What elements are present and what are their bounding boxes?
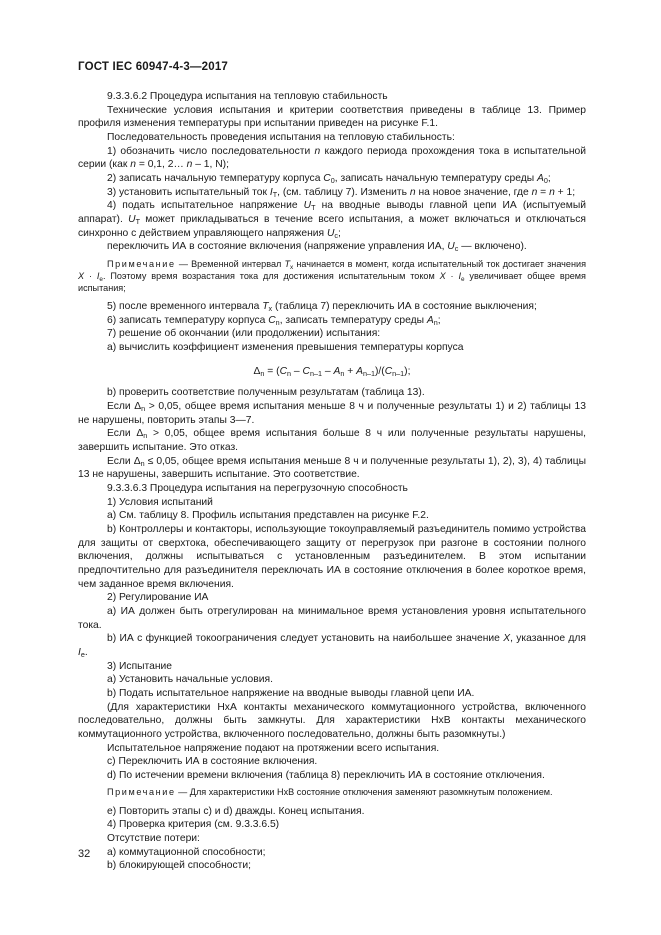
paragraph: (Для характеристики НхА контакты механического коммутационного устройства, включенного последовательно, должны быть замкнуты. Для характеристики НхВ контакты механического коммутационного устройства, включенного последовательно, должны быть разомкнуты.) bbox=[78, 701, 586, 740]
paragraph: Если $\Delta_n > 0,05$, общее время испытания меньше 8 ч и полученные результаты 1) и 2) таблицы 13 не нарушены, повторить этапы 3—7. bbox=[78, 401, 586, 426]
list-item: 7) решение об окончании (или продолжении) испытания: bbox=[107, 328, 381, 340]
paragraph: Испытательное напряжение подают на протяжении всего испытания. bbox=[107, 742, 440, 754]
list-item: а) См. таблицу 8. Профиль испытания представлен на рисунке F.2. bbox=[107, 510, 429, 522]
paragraph: Технические условия испытания и критерии соответствия приведены в таблице 13. Пример профиля изменения температуры при испытании приведен на рисунке F.1. bbox=[78, 104, 586, 130]
list-item: b) проверить соответствие полученным результатам (таблица 13). bbox=[107, 387, 425, 399]
list-item: с) Переключить ИА в состояние включения. bbox=[107, 756, 318, 768]
list-item: а) Установить начальные условия. bbox=[107, 674, 273, 686]
list-item: b) Подать испытательное напряжение на вводные выводы главной цепи ИА. bbox=[107, 687, 475, 699]
section-heading: 9.3.3.6.2 Процедура испытания на тепловую стабильность bbox=[107, 91, 388, 102]
list-item: 5) после временного интервала $T_x$ (таблица 7) переключить ИА в состояние выключения; bbox=[107, 301, 537, 314]
paragraph: Отсутствие потери: bbox=[107, 832, 200, 844]
note: Примечание — Для характеристики НхВ состояние отключения заменяют разомкнутым положением. bbox=[107, 787, 553, 798]
paragraph: Если $\Delta_n > 0,05$, общее время испытания больше 8 ч или полученные результаты нарушены, завершить испытание. Это отказ. bbox=[78, 428, 586, 454]
list-item: 3) установить испытательный ток $I_T$, (см. таблицу 7). Изменить n на новое значение, где n = n + 1; bbox=[107, 186, 576, 199]
note: Примечание — Временной интервал $T_x$ начинается в момент, когда испытательный ток достигает значения $X \cdot I_e$. Поэтому время возрастания тока для достижения испытательным током $X \cdot I_e$ увеличивает общее время испытания; bbox=[78, 258, 586, 294]
list-item: е) Повторить этапы с) и d) дважды. Конец испытания. bbox=[107, 805, 365, 817]
list-item: а) коммутационной способности; bbox=[107, 846, 266, 858]
list-item: b) ИА с функцией токоограничения следует установить на наибольшее значение X, указанное для $I_e$. bbox=[78, 633, 586, 659]
paragraph: переключить ИА в состояние включения (напряжение управления ИА, $U_c$ — включено). bbox=[107, 241, 527, 254]
list-item: а) вычислить коэффициент изменения превышения температуры корпуса bbox=[107, 342, 464, 354]
list-item: а) ИА должен быть отрегулирован на минимальное время установления уровня испытательного тока. bbox=[78, 605, 586, 631]
paragraph: Последовательность проведения испытания на тепловую стабильность: bbox=[107, 131, 455, 143]
list-item: b) Контроллеры и контакторы, использующие токоуправляемый разъединитель помимо устройства для защиты от сверхтока, обеспечивающего защиту от перегрузок при разгоне в состоянии полного включения, должны испытываться с установленным разъединителем. В этом испытании предпочтительно для разъединителя переключать ИА в состояние отключения в более короткое время, чем заданное время включения. bbox=[78, 524, 586, 590]
list-item: 1) Условия испытаний bbox=[107, 496, 213, 508]
standard-header: ГОСТ IEC 60947-4-3—2017 bbox=[78, 61, 229, 73]
list-item: 2) записать начальную температуру корпуса $C_0$, записать начальную температуру среды $A_0$; bbox=[107, 172, 551, 185]
list-item: 2) Регулирование ИА bbox=[107, 592, 209, 604]
list-item: 1) обозначить число последовательности n каждого периода прохождения тока в испытательной серии (как n = 0,1, 2… n – 1, N); bbox=[78, 145, 586, 171]
list-item: 6) записать температуру корпуса $C_n$, записать температуру среды $A_n$; bbox=[107, 314, 441, 327]
section-heading: 9.3.3.6.3 Процедура испытания на перегрузочную способность bbox=[107, 483, 408, 495]
formula: $\Delta_n = (C_n - C_{n-1} - A_n + A_{n-1})/(C_{n-1})$; bbox=[253, 365, 411, 378]
list-item: d) По истечении времени включения (таблица 8) переключить ИА в состояние отключения. bbox=[107, 769, 545, 781]
list-item: 4) Проверка критерия (см. 9.3.3.6.5) bbox=[107, 819, 280, 831]
paragraph: Если $\Delta_n \le 0,05$, общее время испытания меньше 8 ч и полученные результаты 1), 2), 3), 4) таблицы 13 не нарушены, завершить испытание. Это соответствие. bbox=[78, 455, 586, 481]
list-item: 4) подать испытательное напряжение $U_T$ на вводные выводы главной цепи ИА (испытуемый аппарат). $U_T$ может прикладываться в течение всего испытания, а может включаться и отключаться синхронно с действием управляющего напряжения $U_c$; bbox=[78, 200, 586, 240]
page-number: 32 bbox=[78, 848, 91, 860]
list-item: 3) Испытание bbox=[107, 660, 173, 672]
list-item: b) блокирующей способности; bbox=[107, 860, 251, 872]
document-body bbox=[78, 90, 586, 873]
